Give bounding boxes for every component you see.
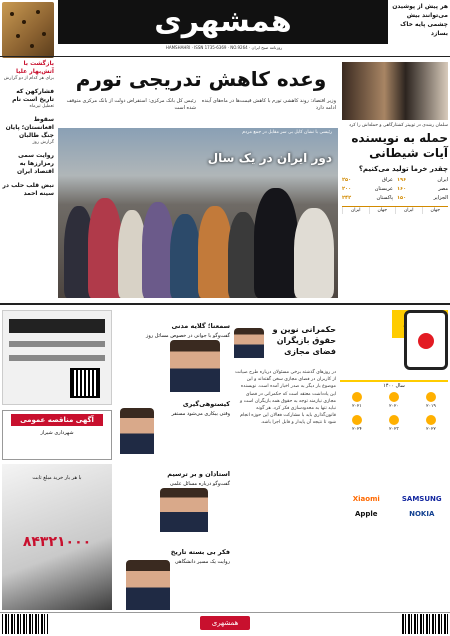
left-item[interactable]: سقوط افغانستان؛ پایان جنگ طالبان گزارش روز: [5, 116, 54, 145]
dates-grid: [342, 177, 448, 202]
dates-cell: عربستان ۲۰۰: [342, 186, 393, 192]
timeline-item: ۲۰۲۱: [340, 390, 374, 410]
ad-price-value: ۸۴۳۲۱۰۰۰: [22, 534, 92, 550]
masthead-logo: همشهری: [58, 0, 388, 44]
table-cell: ایران: [342, 207, 369, 214]
portrait-photo: [170, 340, 220, 392]
editorial-column: [234, 310, 336, 610]
right-kicker: سلمان رشدی در توییتر کشتارگاهی و حمله‌اش را کرد: [349, 123, 448, 128]
author-thumbnail: [234, 328, 264, 358]
footer-logo: همشهری: [200, 616, 250, 630]
mobile-infographic: [340, 310, 448, 610]
interview-card[interactable]: استادان و بر ترسیم گفت‌وگو درباره مسائل علمی: [167, 470, 230, 487]
timeline-label: سال ۱۴۰۰: [383, 383, 405, 389]
ad-bar: [9, 319, 105, 333]
dates-cell: پاکستان ۲۴۲: [342, 195, 393, 201]
brand-nokia: NOKIA: [409, 510, 435, 518]
interview-card[interactable]: کیستوهی‌گیری وقتی بیکاری می‌شود مستقر: [171, 400, 230, 417]
timeline-item: ۲۰۲۲: [414, 413, 448, 433]
ad-tender-sub: شهرداری شیراز: [40, 430, 74, 436]
ad-price-sub: با هر بار خرید مبلغ ثابت: [32, 475, 82, 481]
left-item[interactable]: فشارکهن که تاریخ است نام تعطیل تیرماه: [12, 88, 54, 109]
timeline-item: ۲۰۲۴: [340, 413, 374, 433]
dates-title: چقدر خرما تولید می‌کنیم؟: [358, 165, 448, 173]
qr-code[interactable]: [70, 368, 100, 398]
editorial-title[interactable]: حکمرانی نوین و حقوق بازیگران فضای مجازی: [272, 325, 336, 356]
portrait-photo: [160, 488, 208, 532]
timeline: [340, 380, 448, 433]
ad-bar: [9, 355, 105, 361]
cheetah-photo: [2, 2, 54, 58]
right-column: [342, 62, 448, 300]
left-item[interactable]: بازگشت با آتش‌بهار علیا برای هر کدام از دو گزارش: [3, 60, 54, 81]
table-cell: جهان: [369, 207, 396, 214]
left-column: [2, 60, 54, 300]
ad-tender-title: آگهی مناقصه عمومی: [11, 414, 103, 426]
masthead-rule: [0, 56, 450, 57]
main-headline[interactable]: وعده کاهش تدریجی تورم: [75, 67, 327, 91]
brand-apple: Apple: [354, 510, 378, 518]
table-cell: ایران: [395, 207, 422, 214]
left-item[interactable]: نبض قلب حلب در سینه احمد: [2, 182, 54, 197]
right-headline[interactable]: حمله به نویسنده آیات شیطانی: [351, 131, 448, 160]
timeline-item: ۲۰۲۰: [377, 390, 411, 410]
timeline-item: ۲۰۱۹: [414, 390, 448, 410]
portrait-photo: [120, 408, 154, 454]
barcode: [2, 614, 48, 634]
power-button-icon: [418, 333, 434, 349]
dates-table: [342, 206, 448, 214]
brand-samsung: SAMSUNG: [401, 495, 442, 503]
brand-xiaomi: Xiaomi: [352, 495, 380, 503]
masthead-tagline: HAMSHAHRI · ISSN 1735-6369 · NO.9264 · روزنامه صبح ایران: [165, 45, 283, 50]
main-subhead-left: رئیس کل بانک مرکزی: استقراض دولت از بانک مرکزی متوقف شده است: [66, 98, 196, 111]
ad-bar: [9, 341, 105, 347]
crowd-photo[interactable]: [58, 128, 338, 298]
portrait-photo: [126, 560, 170, 610]
photo-kicker: رئیسی با نشان کابل بی سر مقابل در جمع مردم: [242, 130, 332, 135]
dates-cell: عراق ۲۵۰: [342, 177, 393, 183]
interview-card[interactable]: فکر بی بسته تاریخ روایت یک مسیر دانشگاهی: [170, 548, 230, 565]
top-box-headline[interactable]: هر پیش از پوشیدن می‌توانند بیش چشمی پایه خاک بسازد: [392, 3, 448, 37]
table-cell: جهان: [422, 207, 449, 214]
editorial-body: در روزهای گذشته برخی مسئولان درباره طرح صیانت از کاربران در فضای مجازی سخن گفته‌اند و این موضوع بار دیگر به صدر اخبار آمده است. نویسنده این یادداشت معتقد است که حکمرانی در فضای مجازی نیازمند توجه به حقوق همه بازیگران است و نباید تنها به محدودسازی فکر کرد. هر گونه قانون‌گذاری باید با مشارکت فعالان این حوزه انجام شود تا نتیجه آن پایدار و قابل اجرا باشد.: [235, 370, 336, 426]
left-item[interactable]: روایت سمی رمزارزها به اقتصاد ایران: [17, 152, 54, 175]
main-subhead-right: وزیر اقتصاد: روند کاهشی تورم با کاهش قیمت‌ها در ماه‌های آینده ادامه دارد: [201, 98, 336, 111]
ad-price[interactable]: [2, 464, 112, 610]
photo-caption: دور ایران در یک سال: [207, 151, 332, 165]
interview-card[interactable]: سمعنا؛ گلایه مدنی گفت‌وگو با جوانی در خصوص مسائل روز: [145, 322, 230, 339]
dates-cell: الجزایر ۱۵۰: [397, 195, 448, 201]
dates-cell: ایران ۱۹۶: [397, 177, 448, 183]
ad-tender[interactable]: [2, 410, 112, 460]
timeline-item: ۲۰۲۳: [377, 413, 411, 433]
phone-icon: [404, 310, 448, 370]
dates-cell: مصر ۱۶۰: [397, 186, 448, 192]
section-divider: [0, 303, 450, 305]
brand-logos: [340, 493, 448, 520]
author-photo[interactable]: [342, 62, 448, 120]
barcode: [402, 614, 448, 634]
